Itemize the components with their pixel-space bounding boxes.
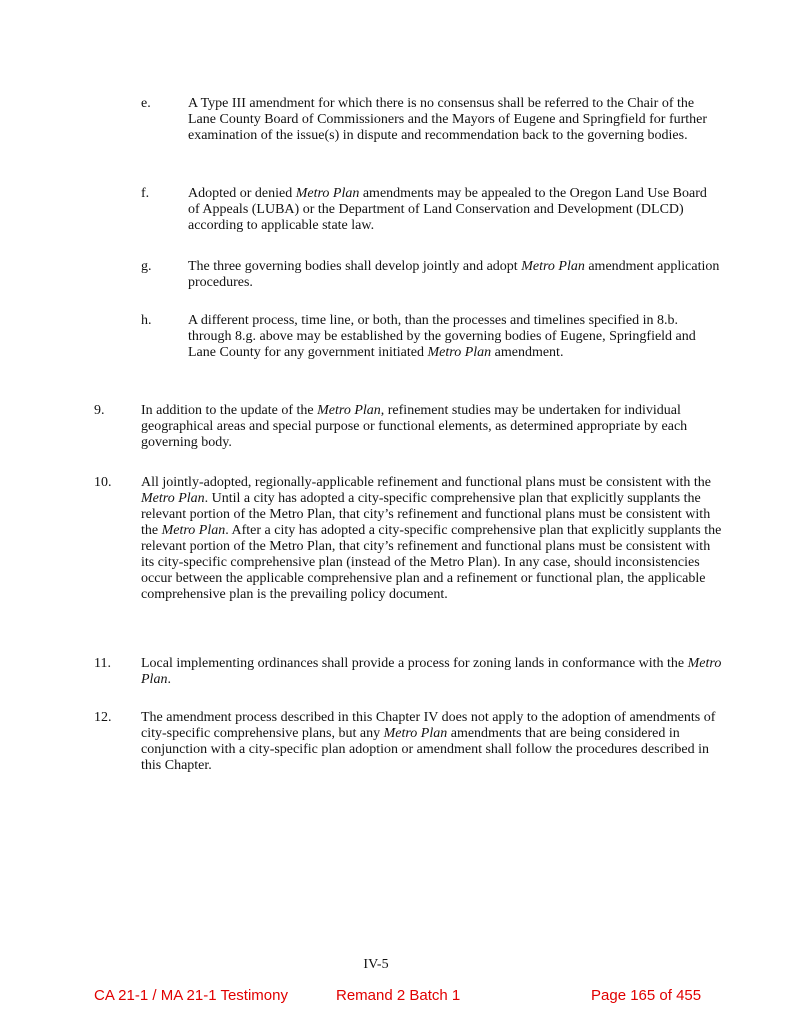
list-item-10 (94, 475, 724, 603)
list-item-9 (94, 403, 724, 451)
item-text: The three governing bodies shall develop jointly and adopt Metro Plan amendment application procedures. (188, 259, 720, 290)
item-label: h. (141, 313, 152, 328)
list-item-12 (94, 710, 724, 774)
list-item-e (141, 96, 721, 144)
list-item-11 (94, 656, 724, 688)
item-text: Local implementing ordinances shall provide a process for zoning lands in conformance with the Metro Plan. (141, 656, 722, 687)
item-label: e. (141, 96, 151, 111)
item-label: 12. (94, 710, 112, 725)
list-item-g (141, 259, 721, 291)
footer-center: Remand 2 Batch 1 (336, 987, 461, 1004)
list-item-f (141, 186, 721, 234)
item-label: g. (141, 259, 152, 274)
item-label: 10. (94, 475, 112, 490)
item-text: Adopted or denied Metro Plan amendments may be appealed to the Oregon Land Use Board of Appeals (LUBA) or the Department of Land Conservation and Development (DLCD) according to applicable state law. (188, 186, 707, 233)
page-number: IV-5 (363, 957, 389, 972)
footer-right: Page 165 of 455 (591, 987, 702, 1004)
item-text: The amendment process described in this Chapter IV does not apply to the adoption of amendments of city-specific comprehensive plans, but any Metro Plan amendments that are being considered in conjunction with a city-specific plan adoption or amendment shall follow the procedures described in this Chapter. (141, 710, 716, 773)
item-label: 9. (94, 403, 105, 418)
item-label: f. (141, 186, 150, 201)
item-text: All jointly-adopted, regionally-applicable refinement and functional plans must be consistent with the Metro Plan. Until a city has adopted a city-specific comprehensive plan that explicitly supplants the relevant portion of the Metro Plan, that city’s refinement and functional plans must be consistent with the Metro Plan. After a city has adopted a city-specific comprehensive plan that explicitly supplants the relevant portion of the Metro Plan, that city’s refinement and functional plans must be consistent with its city-specific comprehensive plan (instead of the Metro Plan). In any case, should inconsistencies occur between the applicable comprehensive plan and a refinement or functional plan, the applicable comprehensive plan is the prevailing policy document. (141, 475, 722, 602)
item-text: A Type III amendment for which there is no consensus shall be referred to the Chair of the Lane County Board of Commissioners and the Mayors of Eugene and Springfield for further examination of the issue(s) in dispute and recommendation back to the governing bodies. (188, 96, 708, 143)
item-text: A different process, time line, or both, than the processes and timelines specified in 8.b. through 8.g. above may be established by the governing bodies of Eugene, Springfield and Lane County for any government initiated Metro Plan amendment. (188, 313, 696, 360)
footer-left: CA 21-1 / MA 21-1 Testimony (94, 987, 288, 1004)
item-text: In addition to the update of the Metro Plan, refinement studies may be undertaken for individual geographical areas and special purpose or functional elements, as determined appropriate by each governing body. (141, 403, 688, 450)
item-label: 11. (94, 656, 111, 671)
list-item-h (141, 313, 721, 361)
